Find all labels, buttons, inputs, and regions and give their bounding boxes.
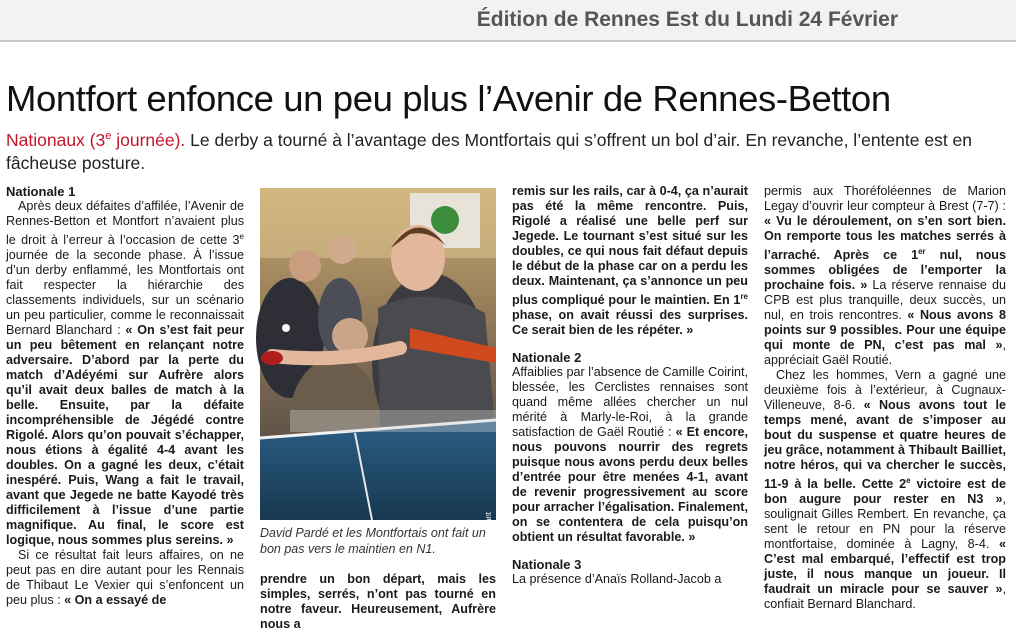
paragraph: Affaiblies par l’absence de Camille Coirint, blessée, les Cerclistes rennaises sont quand même allées chercher un nul mérité à Marly-le-Roi, à la grande satisfaction de Gaël Routié : « Et encore, nous pouvons nourrir des regrets puisque nous avons perdu deux belles d’entrée pour être menées 4-1, avant de revenir progressivement au score pour arracher l’égalisation. Finalement, on se contentera de cela puisqu’on obtient un résultat favorable. » [512,365,748,545]
paragraph: La présence d’Anaïs Rolland-Jacob a [512,572,722,587]
paragraph: Si ce résultat fait leurs affaires, on ne peut pas en dire autant pour les Rennais de Thibaut Le Vexier qui s’enfoncent un peu plus : « On a essayé de [6,548,244,608]
paragraph: Chez les hommes, Vern a gagné une deuxième fois à l’extérieur, à Cugnaux-Villeneuve, 8-6. « Nous avons tout le temps mené, avant de s’imposer au bout du suspense et quatre heures de jeu grâce, notamment à Thibault Bailliet, notre héros, qui va chercher le succès, 11-9 à la belle. Cette 2e victoire est de bon augure pour rester en N3 », soulignait Gilles Rembert. En revanche, ça sent le retour en PN pour la réserve montfortaise, dominée à Lagny, 8-4. « C’est mal embarqué, l’effectif est trop juste, il nous manque un joueur. Il faudrait un miracle pour se sauver », confiait Bernard Blanchard. [764,368,1006,612]
article-headline: Montfort enfonce un peu plus l’Avenir de Rennes-Betton [6,78,891,119]
article-column-2 [260,572,496,632]
paragraph: remis sur les rails, car à 0-4, ça n’aurait pas été la même rencontre. Puis, Rigolé a réalisé une belle perf sur Jegede. Le tournant s’est situé sur les doubles, ce qui nous fait défaut depuis le début de la phase car on a perdu les deux. Maintenant, ça s’annonce un peu plus compliqué pour le maintien. En 1re phase, on avait réussi des surprises. Ce serait bien de les répéter. » [512,184,748,338]
article-column-3 [512,184,748,587]
section-heading-nationale-2: Nationale 2 [512,350,582,366]
lead-text: Le derby a tourné à l’avantage des Montfortais qui s’offrent un bol d’air. En revanche, l’entente est en fâcheuse posture. [6,129,973,173]
paragraph: permis aux Thoréfoléennes de Marion Legay d’ouvrir leur compteur à Brest (7-7) : « Vu le déroulement, on s’en sort bien. On remporte tous les matches serrés à l’arraché. Après ce 1er nul, nous sommes obligées de l’emporter la prochaine fois. » La réserve rennaise du CPB est plus tranquille, deux succès, un nul, en trois rencontres. « Nous avons 8 points sur 9 possibles. Pour une équipe qui monte de PN, c’est pas mal », appréciait Gaël Routié. [764,184,1006,368]
paragraph: Après deux défaites d’affilée, l’Avenir de Rennes-Betton et Montfort n’avaient plus le droit à l’erreur à l’occasion de cette 3e journée de la seconde phase. À l’issue d’un derby enflammé, les Montfortais ont fait respecter la hiérarchie des classements individuels, sur un scénario un peu particulier, comme le reconnaissait Bernard Blanchard : « On s’est fait peur un peu bêtement en relançant notre adversaire. D’abord par la perte du match d’Adéyémi sur Aufrère alors qu’il avait deux balles de match à la belle. Ensuite, par la défaite incompréhensible de Jégédé contre Rigolé. Alors qu’on pouvait s’échapper, nous étions à égalité 4-4 avant les doubles. On a gagné les deux, c’était inespéré. Puis, Wang a fait le travail, avant que Jegede ne batte Kayodé très difficilement à l’issue d’une partie magnifique. Au final, le score est logique, nous sommes plus sereins. » [6,199,245,548]
photo-caption: David Pardé et les Montfortais ont fait un bon pas vers le maintien en N1. [260,526,486,556]
section-heading-nationale-1: Nationale 1 [6,184,76,199]
article-column-4 [764,184,1006,612]
article-lead [6,125,1006,175]
lead-section: Nationaux (3e journée). [6,129,186,150]
section-heading-nationale-3: Nationale 3 [512,557,582,573]
paragraph: prendre un bon départ, mais les simples, serrés, n’ont pas tourné en notre faveur. Heureusement, Aufrère nous a [260,572,496,631]
edition-label: Édition de Rennes Est du Lundi 24 Février [476,8,898,31]
photo-credit: Audrey Aussant [484,512,493,569]
table-tennis-player-photo [260,188,496,520]
edition-banner [0,0,1016,42]
article-column-1 [6,184,244,608]
